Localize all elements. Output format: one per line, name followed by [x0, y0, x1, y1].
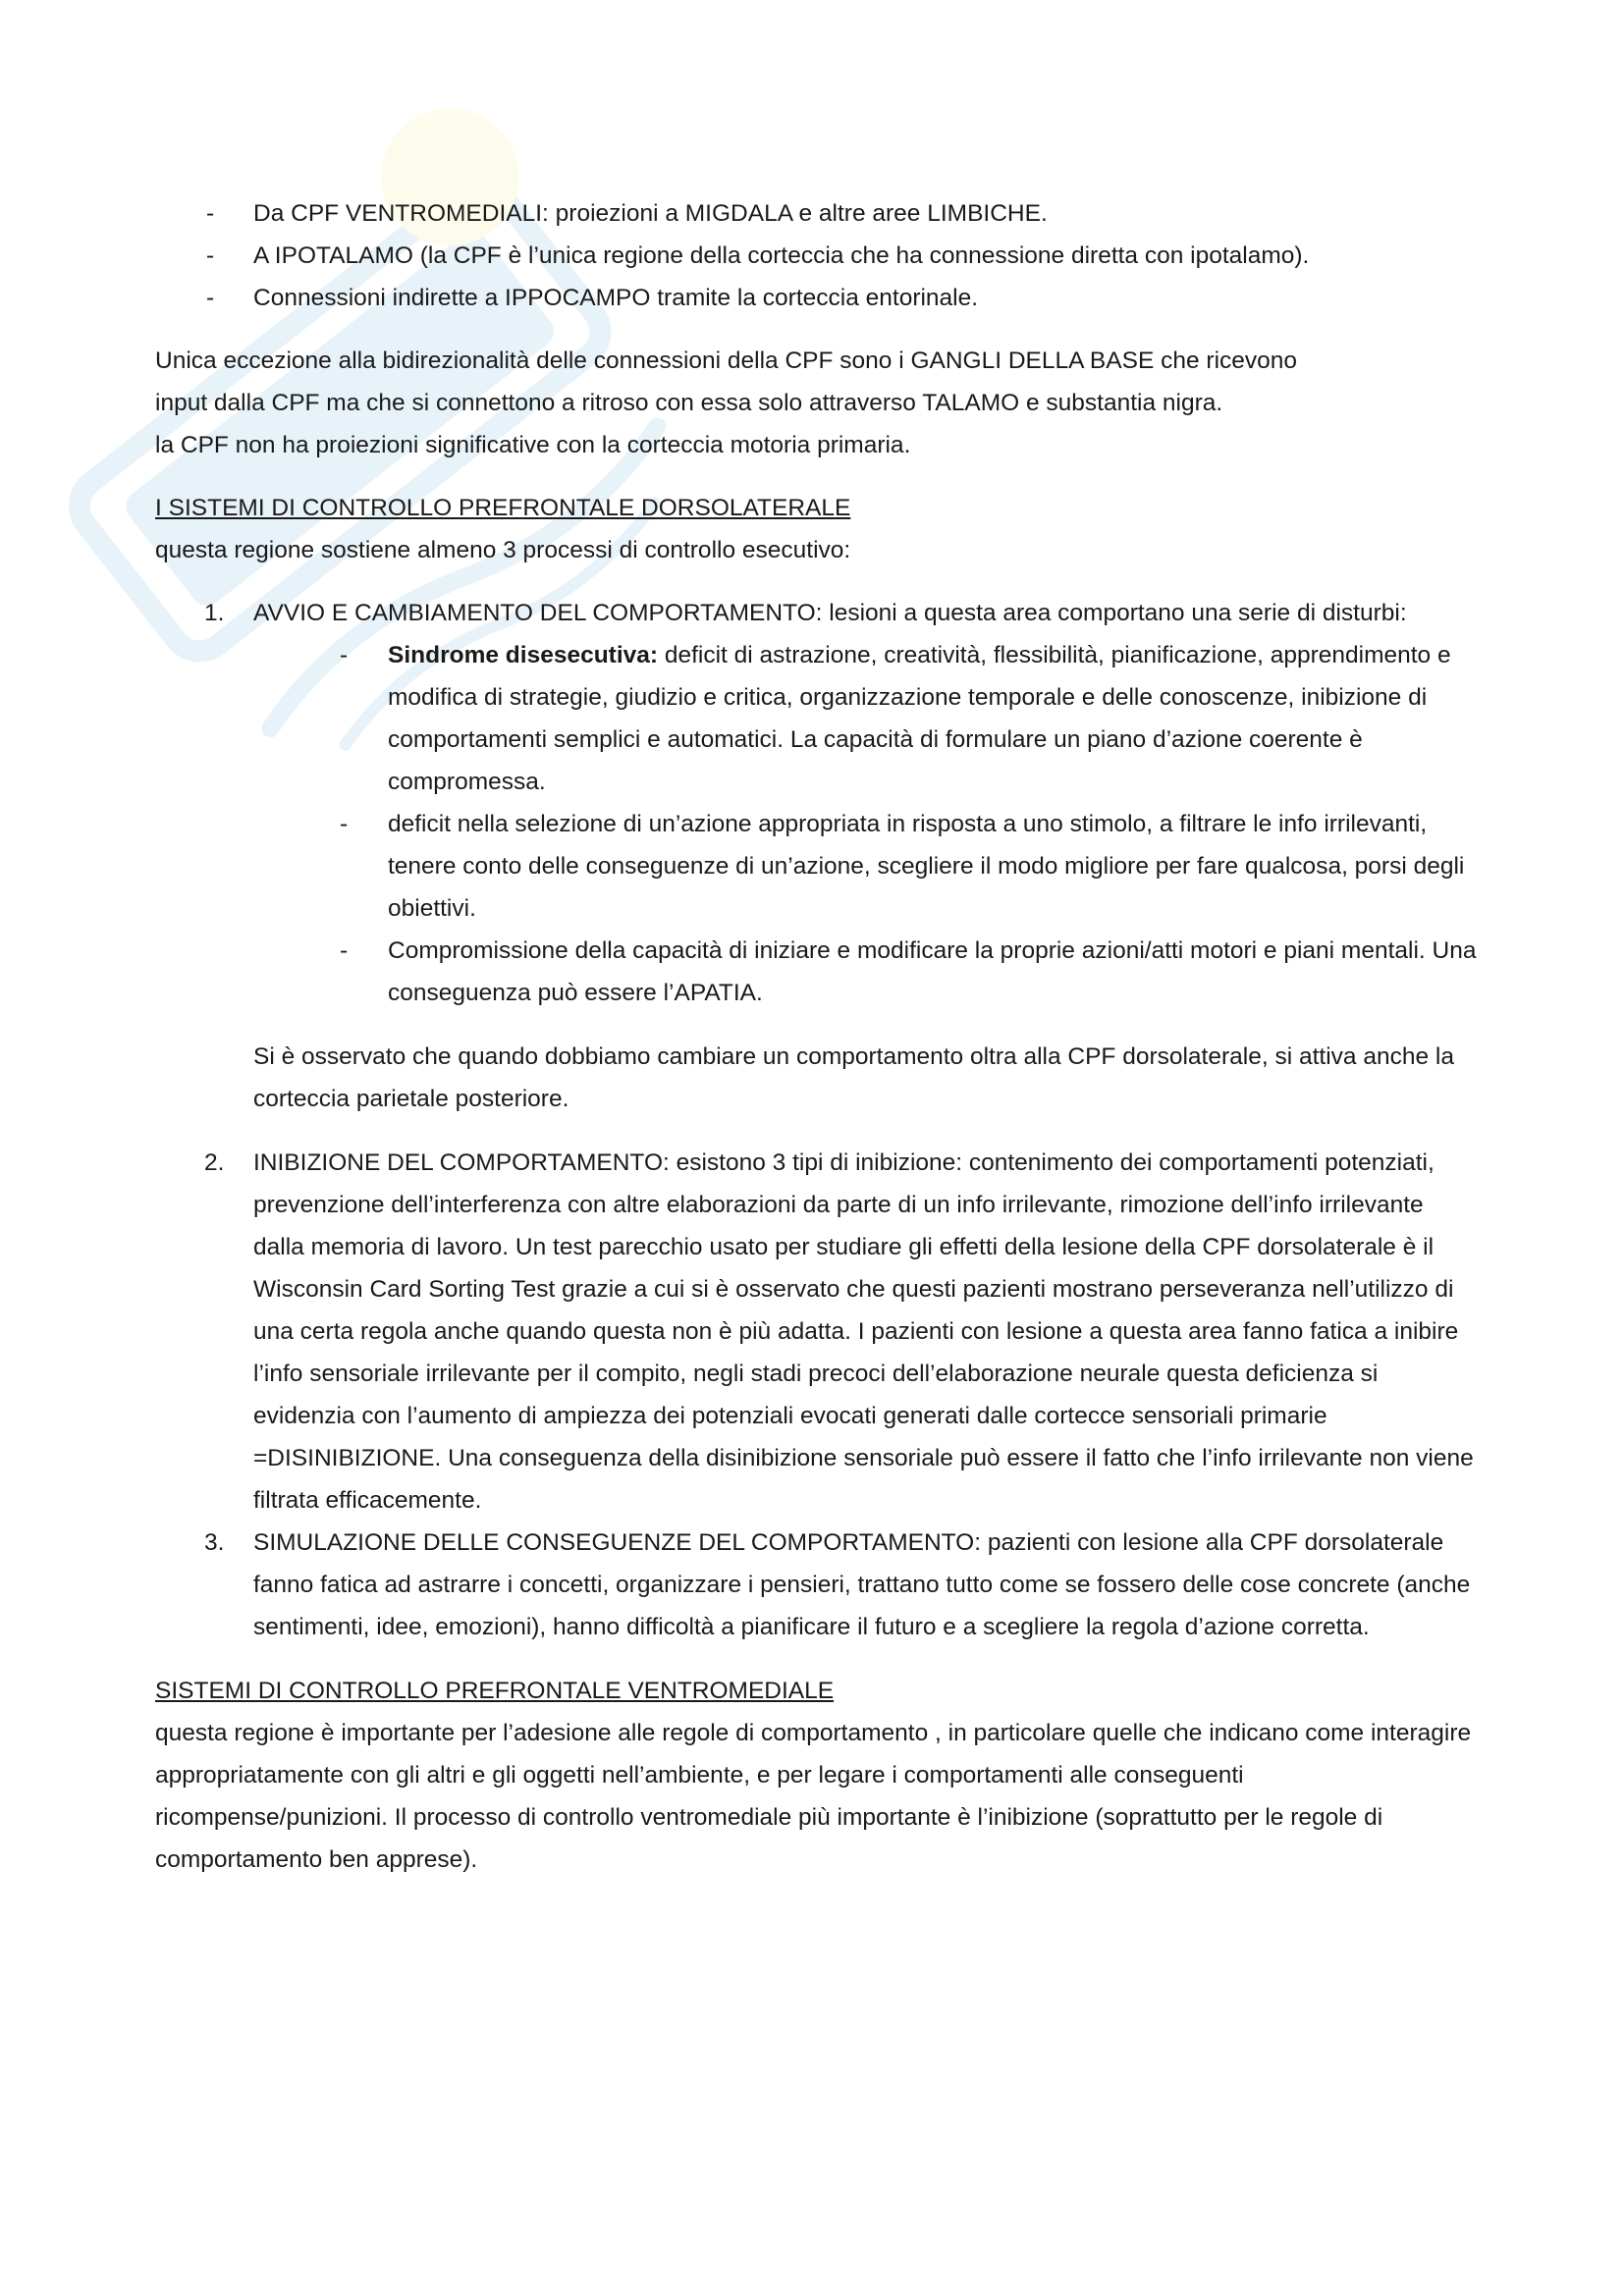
list-item: - deficit nella selezione di un’azione appropriata in risposta a uno stimolo, a filtrare le info irrilevanti, tenere conto delle conseguenze di un’azione, scegliere il modo migliore per fare qualcosa, porsi degli obiettivi. — [253, 803, 1481, 930]
section-intro: questa regione sostiene almeno 3 processi di controllo esecutivo: — [155, 537, 851, 563]
disorders-list — [253, 634, 1481, 1014]
item-text: SIMULAZIONE DELLE CONSEGUENZE DEL COMPORTAMENTO: pazienti con lesione alla CPF dorsolaterale fanno fatica ad astrarre i concetti, organizzare i pensieri, trattano tutto come se fossero delle cose concrete (anche sentimenti, idee, emozioni), hanno difficoltà a pianificare il futuro e a scegliere la regola d’azione corretta. — [253, 1529, 1471, 1640]
section-heading-ventromedial: SISTEMI DI CONTROLLO PREFRONTALE VENTROMEDIALE — [155, 1678, 835, 1704]
item-number: 2. — [204, 1149, 225, 1176]
list-item: - A IPOTALAMO (la CPF è l’unica regione della corteccia che ha connessione diretta con ipotalamo). — [155, 235, 1481, 277]
numbered-item — [155, 592, 1481, 1120]
section-body: questa regione è importante per l’adesione alle regole di comportamento , in particolare quelle che indicano come interagire appropriatamente con gli altri e gli oggetti nell’ambiente, e per legare i comportamenti alle conseguenti ricompense/punizioni. Il processo di controllo ventromediale più importante è l’inibizione (soprattutto per le regole di comportamento ben apprese). — [155, 1720, 1472, 1873]
section-heading-dorsolateral: I SISTEMI DI CONTROLLO PREFRONTALE DORSOLATERALE — [155, 495, 851, 521]
control-processes-list — [155, 592, 1481, 1648]
intro-line: la CPF non ha proiezioni significative con la corteccia motoria primaria. — [155, 432, 911, 458]
list-item: - Da CPF VENTROMEDIALI: proiezioni a MIGDALA e altre aree LIMBICHE. — [155, 192, 1481, 235]
list-item: - Connessioni indirette a IPPOCAMPO tramite la corteccia entorinale. — [155, 277, 1481, 319]
bold-term: Sindrome disesecutiva: — [388, 642, 659, 668]
list-item — [253, 634, 1481, 803]
item-text: INIBIZIONE DEL COMPORTAMENTO: esistono 3 tipi di inibizione: contenimento dei comportamenti potenziati, prevenzione dell’interferenza con altre elaborazioni da parte di un info irrilevante, rimozione dell’info irrilevante dalla memoria di lavoro. Un test parecchio usato per studiare gli effetti della lesione della CPF dorsolaterale è il Wisconsin Card Sorting Test grazie a cui si è osservato che questi pazienti mostrano perseveranza nell’utilizzo di una certa regola anche quando questa non è più adatta. I pazienti con lesione a questa area fanno fatica a inibire l’info sensoriale irrilevante per il compito, negli stadi precoci dell’elaborazione neurale questa deficienza si evidenzia con l’aumento di ampiezza dei potenziali evocati generati dalle cortecce sensoriali primarie =DISINIBIZIONE. Una conseguenza della disinibizione sensoriale può essere il fatto che l’info irrilevante non viene filtrata efficacemente. — [253, 1149, 1474, 1514]
document-page — [155, 192, 1481, 1881]
intro-paragraph — [155, 340, 1481, 466]
numbered-item — [155, 1142, 1481, 1522]
observation-note: Si è osservato che quando dobbiamo cambiare un comportamento oltra alla CPF dorsolaterale, si attiva anche la corteccia parietale posteriore. — [253, 1043, 1454, 1112]
numbered-item — [155, 1522, 1481, 1648]
list-item: - Compromissione della capacità di iniziare e modificare la proprie azioni/atti motori e piani mentali. Una conseguenza può essere l’APATIA. — [253, 930, 1481, 1014]
intro-line: Unica eccezione alla bidirezionalità delle connessioni della CPF sono i GANGLI DELLA BASE che ricevono — [155, 347, 1298, 374]
item-text: AVVIO E CAMBIAMENTO DEL COMPORTAMENTO: lesioni a questa area comportano una serie di disturbi: — [253, 600, 1407, 626]
intro-line: input dalla CPF ma che si connettono a ritroso con essa solo attraverso TALAMO e substantia nigra. — [155, 390, 1223, 416]
item-text: deficit di astrazione, creatività, flessibilità, pianificazione, apprendimento e modifica di strategie, giudizio e critica, organizzazione temporale e delle conoscenze, inibizione di comportamenti semplici e automatici. La capacità di formulare un piano d’azione coerente è compromessa. — [388, 642, 1451, 795]
item-number: 3. — [204, 1529, 225, 1556]
connections-list — [155, 192, 1481, 319]
item-number: 1. — [204, 600, 225, 626]
